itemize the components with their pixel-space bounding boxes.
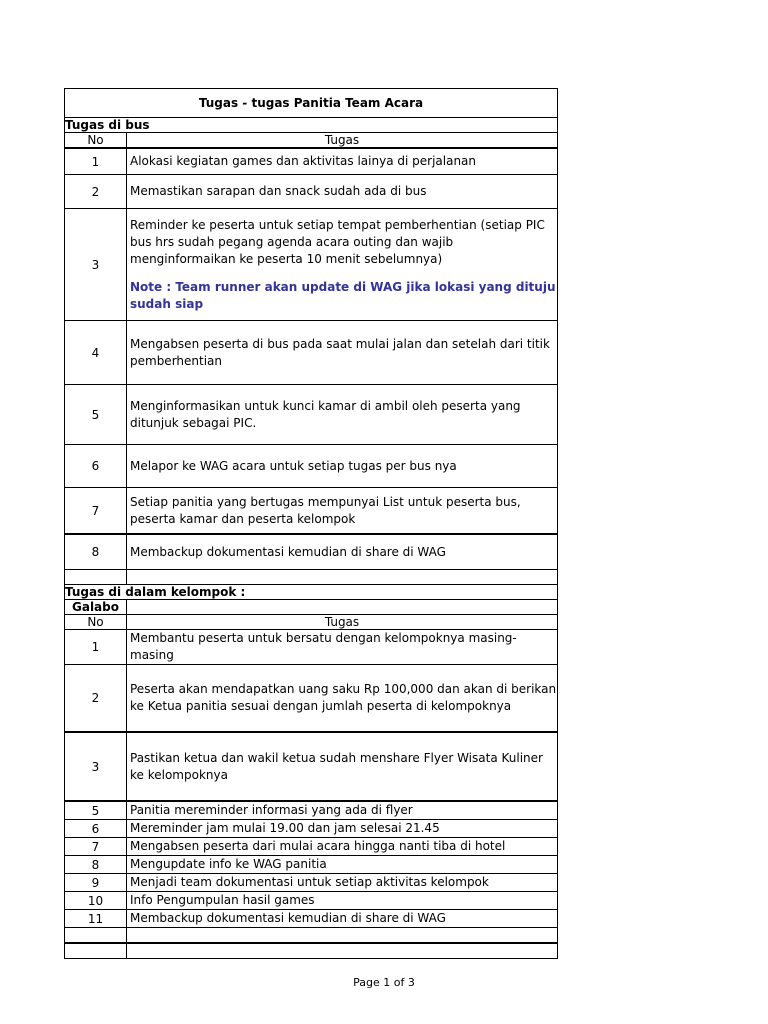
row-number: 10 [65, 892, 127, 910]
empty-cell [127, 600, 558, 615]
empty-row [65, 928, 558, 944]
table-row [65, 321, 558, 385]
group-name: Galabo [65, 600, 127, 615]
table-row [65, 445, 558, 488]
task-text: Setiap panitia yang bertugas mempunyai List untuk peserta bus, peserta kamar dan peserta kelompok [127, 488, 558, 535]
task-text: Membackup dokumentasi kemudian di share di WAG [127, 534, 558, 570]
column-header-task: Tugas [127, 133, 558, 149]
empty-cell [65, 943, 127, 959]
row-number: 7 [65, 488, 127, 535]
table-row [65, 148, 558, 175]
row-number: 5 [65, 385, 127, 445]
task-text: Pastikan ketua dan wakil ketua sudah menshare Flyer Wisata Kuliner ke kelompoknya [127, 732, 558, 801]
task-text: Memastikan sarapan dan snack sudah ada di bus [127, 175, 558, 209]
task-cell [127, 209, 558, 321]
column-header-no: No [65, 615, 127, 630]
table-row [65, 534, 558, 570]
page-footer: Page 1 of 3 [353, 976, 415, 989]
task-text: Peserta akan mendapatkan uang saku Rp 100,000 dan akan di berikan ke Ketua panitia sesuai dengan jumlah peserta di kelompoknya [127, 665, 558, 733]
task-text: Mengupdate info ke WAG panitia [127, 856, 558, 874]
column-header-task: Tugas [127, 615, 558, 630]
row-number: 3 [65, 732, 127, 801]
row-number: 6 [65, 820, 127, 838]
column-header-no: No [65, 133, 127, 149]
empty-cell [127, 943, 558, 959]
section-group-heading: Tugas di dalam kelompok : [65, 585, 558, 600]
task-text: Reminder ke peserta untuk setiap tempat pemberhentian (setiap PIC bus hrs sudah pegang agenda acara outing dan wajib menginformaikan ke peserta 10 menit sebelumnya) [130, 217, 545, 266]
row-number: 5 [65, 801, 127, 820]
task-text: Alokasi kegiatan games dan aktivitas lainya di perjalanan [127, 148, 558, 175]
task-text: Mengabsen peserta di bus pada saat mulai jalan dan setelah dari titik pemberhentian [127, 321, 558, 385]
task-text: Mengabsen peserta dari mulai acara hingga nanti tiba di hotel [127, 838, 558, 856]
table-row [65, 820, 558, 838]
empty-cell [127, 928, 558, 944]
task-text: Panitia mereminder informasi yang ada di flyer [127, 801, 558, 820]
empty-row [65, 943, 558, 959]
row-number: 1 [65, 148, 127, 175]
task-text: Menjadi team dokumentasi untuk setiap aktivitas kelompok [127, 874, 558, 892]
row-number: 6 [65, 445, 127, 488]
task-note: Note : Team runner akan update di WAG jika lokasi yang dituju sudah siap [130, 279, 556, 311]
empty-cell [65, 928, 127, 944]
empty-row [65, 570, 558, 585]
task-text: Membackup dokumentasi kemudian di share di WAG [127, 910, 558, 928]
row-number: 8 [65, 856, 127, 874]
table-row [65, 385, 558, 445]
table-row [65, 838, 558, 856]
empty-cell [127, 570, 558, 585]
section-heading-row [65, 585, 558, 600]
row-number: 4 [65, 321, 127, 385]
table-row [65, 630, 558, 665]
task-text: Membantu peserta untuk bersatu dengan kelompoknya masing-masing [127, 630, 558, 665]
group-name-row [65, 600, 558, 615]
table-row [65, 488, 558, 535]
table-row [65, 910, 558, 928]
table-row [65, 874, 558, 892]
empty-cell [65, 570, 127, 585]
task-text: Melapor ke WAG acara untuk setiap tugas per bus nya [127, 445, 558, 488]
row-number: 2 [65, 175, 127, 209]
row-number: 3 [65, 209, 127, 321]
row-number: 9 [65, 874, 127, 892]
row-number: 11 [65, 910, 127, 928]
column-header-row [65, 133, 558, 149]
column-header-row [65, 615, 558, 630]
table-row [65, 892, 558, 910]
row-number: 7 [65, 838, 127, 856]
table-row [65, 856, 558, 874]
title-row [65, 89, 558, 118]
section-heading-row [65, 118, 558, 133]
table-row [65, 665, 558, 733]
sheet-title: Tugas - tugas Panitia Team Acara [65, 89, 558, 118]
row-number: 2 [65, 665, 127, 733]
task-text: Mereminder jam mulai 19.00 dan jam selesai 21.45 [127, 820, 558, 838]
table-row [65, 209, 558, 321]
task-text: Menginformasikan untuk kunci kamar di ambil oleh peserta yang ditunjuk sebagai PIC. [127, 385, 558, 445]
task-text: Info Pengumpulan hasil games [127, 892, 558, 910]
row-number: 8 [65, 534, 127, 570]
row-number: 1 [65, 630, 127, 665]
section-bus-heading: Tugas di bus [65, 118, 558, 133]
table-row [65, 175, 558, 209]
task-sheet-table [64, 88, 558, 959]
table-row [65, 732, 558, 801]
table-row [65, 801, 558, 820]
